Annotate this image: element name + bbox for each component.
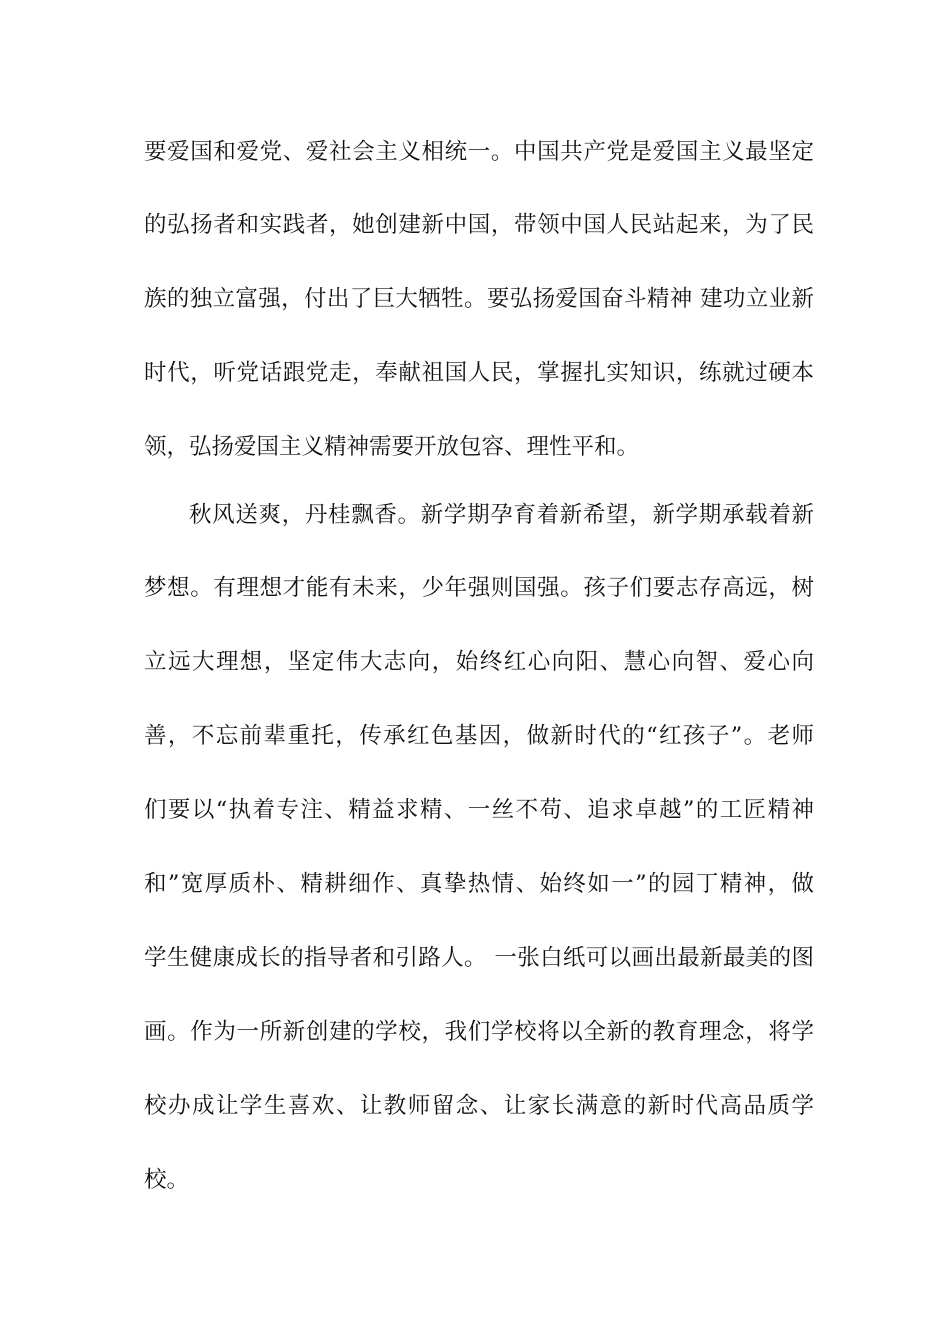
paragraph-2-line-7: 学生健康成长的指导者和引路人。 一张白纸可以画出最新最美的图 [144, 945, 814, 971]
paragraph-2-line-6: 和”宽厚质朴、精耕细作、真挚热情、始终如一”的园丁精神，做 [144, 871, 814, 897]
paragraph-1-line-5: 领，弘扬爱国主义精神需要开放包容、理性平和。 [144, 434, 640, 460]
paragraph-2-line-10: 校。 [144, 1167, 190, 1193]
paragraph-2-line-4: 善，不忘前辈重托，传承红色基因，做新时代的“红孩子”。老师 [144, 723, 814, 749]
paragraph-1-line-3: 族的独立富强，付出了巨大牺牲。要弘扬爱国奋斗精神 建功立业新 [144, 286, 814, 312]
paragraph-2-line-8: 画。作为一所新创建的学校，我们学校将以全新的教育理念，将学 [144, 1019, 814, 1045]
paragraph-2-line-9: 校办成让学生喜欢、让教师留念、让家长满意的新时代高品质学 [144, 1093, 814, 1119]
paragraph-2-line-3: 立远大理想，坚定伟大志向，始终红心向阳、慧心向智、爱心向 [144, 649, 814, 675]
paragraph-1-line-1: 要爱国和爱党、爱社会主义相统一。中国共产党是爱国主义最坚定 [144, 139, 814, 165]
paragraph-2-line-2: 梦想。有理想才能有未来，少年强则国强。孩子们要志存高远，树 [144, 575, 814, 601]
paragraph-2-line-5: 们要以“执着专注、精益求精、一丝不苟、追求卓越”的工匠精神 [144, 797, 814, 823]
paragraph-1-line-4: 时代，听党话跟党走，奉献祖国人民，掌握扎实知识，练就过硬本 [144, 360, 814, 386]
paragraph-2-line-1: 秋风送爽，丹桂飘香。新学期孕育着新希望，新学期承载着新 [189, 502, 814, 528]
paragraph-1-line-2: 的弘扬者和实践者，她创建新中国，带领中国人民站起来，为了民 [144, 212, 814, 238]
